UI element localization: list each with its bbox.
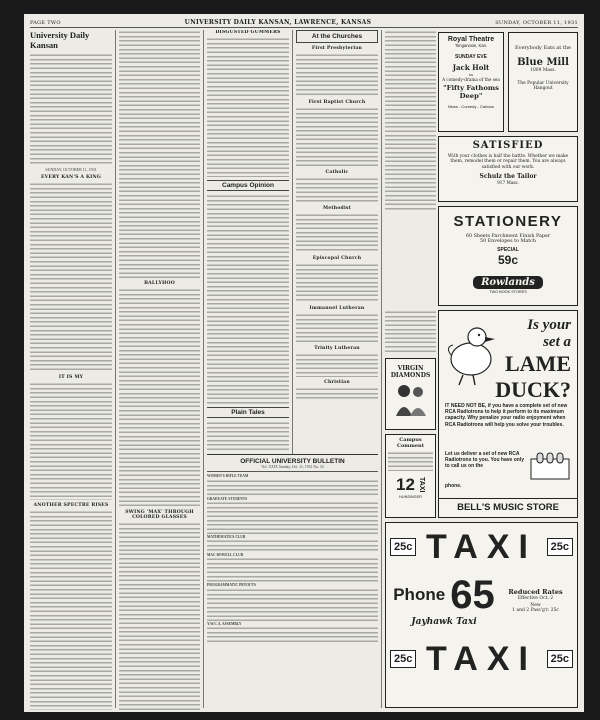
fare-coin-badge: 25c <box>547 650 573 668</box>
schulz-tailor-ad <box>438 136 578 202</box>
royal-theatre-ad <box>438 32 504 132</box>
taxi-12-number: 12 <box>396 475 415 494</box>
church-continued-column <box>385 30 436 210</box>
fare-coin-badge: 25c <box>390 538 416 556</box>
notice-block <box>385 310 436 354</box>
taxi-bottom-row <box>390 639 573 679</box>
editorial-column <box>30 30 112 710</box>
church-notice <box>296 53 378 97</box>
church-name: Episcopal Church <box>312 256 362 261</box>
campus-opinion-body <box>207 194 289 404</box>
newspaper-page <box>24 14 584 712</box>
bulletin-item-body <box>207 626 378 644</box>
editorial-body <box>30 182 112 372</box>
church-notice <box>296 177 378 203</box>
church-name: Trinity Lutheran <box>314 346 360 351</box>
radiotron-ad <box>438 310 578 518</box>
church-notice <box>296 213 378 253</box>
church-notice <box>296 387 378 399</box>
tailor-name: Schulz the Tailor <box>479 173 537 181</box>
bulletin-item-title: GRADUATE STUDENTS <box>207 496 248 501</box>
taxi-word-bottom: TAXI <box>426 640 537 678</box>
editorial-heading: IT IS MY <box>58 375 84 381</box>
lame-duck-line: LAME <box>505 351 571 376</box>
rates-new: New <box>530 602 541 608</box>
bulletin-volume: Vol. XXIX Sunday, Oct. 11, 1931 No. 33 <box>207 465 378 472</box>
column-rule <box>381 30 382 708</box>
jeweler-ad <box>385 358 436 430</box>
plain-tales-body <box>207 421 289 450</box>
column-rule <box>115 30 116 708</box>
bulletin-item-title: Y.W.C.A. ASSEMBLY <box>207 621 242 626</box>
church-continued-body <box>385 30 436 210</box>
theatre-name: Royal Theatre <box>447 36 495 43</box>
fare-coin-badge: 25c <box>390 650 416 668</box>
blue-mill-hangout: The Popular University Hangout <box>517 81 569 91</box>
taxi-12-word: TAXI <box>417 477 425 493</box>
bulletin-item-title: MATHEMATICS CLUB <box>207 534 246 539</box>
taxi-12-company: HUNSINGER <box>399 495 422 499</box>
running-head <box>30 18 578 28</box>
church-notice <box>296 313 378 343</box>
film-star: Jack Holt <box>452 63 490 72</box>
editorial-body <box>119 522 200 710</box>
phone-number: 65 <box>450 573 495 617</box>
rates-fares: 1 and 2 Pass'g'r. 25c <box>512 607 559 613</box>
radiotron-phone-word: phone. <box>445 483 462 489</box>
plain-tales-heading: Plain Tales <box>207 407 289 418</box>
satisfied-heading: SATISFIED <box>472 140 544 151</box>
campus-comment-heading: Campus Comment <box>396 437 425 449</box>
radiotron-body: IT NEED NOT BE, if you have a complete set of new RCA Radiotrons to help it perform to its maximum capacity. Why penalize your radio enjoyment when RCA Radiotrons will help you solve your troubles. <box>445 403 568 428</box>
film-title: "Fifty Fathoms Deep" <box>443 84 499 100</box>
stationery-price: 59c <box>497 253 519 267</box>
church-name: First Baptist Church <box>308 100 366 105</box>
lame-duck-line: Is your <box>527 317 571 333</box>
taxi-word-top: TAXI <box>426 528 537 566</box>
bulletin-item-body <box>207 557 378 583</box>
bulletin-item-body <box>207 501 378 535</box>
blue-mill-ad <box>508 32 578 132</box>
editorial-body <box>119 288 200 506</box>
bulletin-item-title: PROGRAMMATIC PRYOUTS <box>207 583 257 588</box>
lame-duck-line: DUCK? <box>495 377 571 402</box>
issue-date: SUNDAY, OCTOBER 11, 1931 <box>495 19 578 26</box>
bulletin-item-body <box>207 539 378 553</box>
campus-comment-body <box>388 451 433 471</box>
radiotron-delivery: Let us deliver a set of new RCA Radiotrons to you. You have only to call us on the <box>445 451 524 470</box>
campus-opinion-heading: Campus Opinion <box>207 180 289 191</box>
church-name: Catholic <box>325 170 349 175</box>
church-name: First Presbyterian <box>311 46 363 51</box>
diamond-line: VIRGIN <box>397 365 424 372</box>
stationery-line: 50 Envelopes to Match <box>480 239 536 244</box>
rowlands-wordmark: Rowlands <box>473 276 543 289</box>
editorial-column <box>119 30 200 710</box>
church-notice <box>296 107 378 167</box>
churches-heading: At the Churches <box>296 30 378 43</box>
editorial-body <box>30 510 112 710</box>
bells-music-store: BELL'S MUSIC STORE <box>439 498 577 513</box>
rowlands-stores: TWO BOOK STORES <box>489 290 527 294</box>
lame-duck-line: set a <box>543 334 571 350</box>
couple-illustration-icon <box>388 382 434 416</box>
film-shorts: News - Comedy - Cartoon <box>447 104 495 109</box>
tailor-address: 917 Mass. <box>497 180 519 186</box>
lame-duck-headline <box>495 317 571 403</box>
column-rule <box>203 30 204 708</box>
film-in: in <box>469 72 473 77</box>
church-name: Methodist <box>323 206 351 211</box>
blue-mill-tagline: Everybody Eats at the <box>514 45 572 51</box>
taxi-rates <box>498 588 573 613</box>
editorial-heading: DISGUSTED GUMMERS <box>215 30 281 35</box>
stationery-line: 60 Sheets Parchment Finish Paper <box>465 234 551 239</box>
taxi-company-name: Jayhawk Taxi <box>411 617 477 627</box>
radio-tube-icon <box>529 451 571 481</box>
bulletin-item-title: MAC BOWELL CLUB <box>207 553 244 558</box>
editorial-column <box>207 30 289 450</box>
rowlands-logo <box>443 270 573 289</box>
editorial-body <box>30 382 112 500</box>
taxi-12-ad <box>385 434 436 518</box>
editorial-body <box>207 37 289 177</box>
bulletin-item-title: WOMEN'S RIFLE TEAM <box>207 474 249 479</box>
duck-illustration-icon <box>443 317 501 387</box>
blue-mill-name: Blue Mill <box>517 57 569 68</box>
show-day: SUNDAY EVE <box>455 54 487 60</box>
stationery-ad <box>438 206 578 306</box>
rates-title: Reduced Rates <box>508 587 563 596</box>
phone-label: Phone <box>393 585 446 604</box>
masthead-staff-box <box>30 53 112 165</box>
rates-effective: Effective Oct. 2 <box>517 595 554 601</box>
church-name: Christian <box>324 380 350 385</box>
bulletin-item-body <box>207 588 378 622</box>
blue-mill-address: 1009 Mass. <box>530 68 556 73</box>
tailor-body: With your clothes is half the battle. Whether we make them, remodel them or repair them. You are always satisfied with our work. <box>447 154 569 170</box>
page-number: PAGE TWO <box>30 19 61 26</box>
jayhawk-taxi-ad <box>385 522 578 708</box>
taxi-phone-block <box>390 573 498 627</box>
church-notice <box>296 353 378 377</box>
taxi-12-block <box>388 475 433 495</box>
editorial-heading: ANOTHER SPECTRE RISES <box>33 503 109 509</box>
bulletin-title: OFFICIAL UNIVERSITY BULLETIN <box>240 458 345 465</box>
church-name: Immanuel Lutheran <box>309 306 365 311</box>
stationery-special: SPECIAL <box>497 247 519 253</box>
churches-column <box>296 30 378 450</box>
diamond-line: DIAMONDS <box>390 372 431 379</box>
taxi-phone-row <box>390 573 573 627</box>
bulletin-item-body <box>207 479 378 497</box>
editorial-heading: BALLYHOO <box>144 281 175 286</box>
fare-coin-badge: 25c <box>547 538 573 556</box>
film-description: A comedy-drama of the sea <box>442 77 500 82</box>
masthead-date: SUNDAY, OCTOBER 11, 1931 <box>45 167 97 172</box>
editorial-heading: EVERY KAN'S A KING <box>40 175 102 181</box>
editorial-body <box>119 30 200 278</box>
editorial-heading: SWING 'MAX' THROUGH COLORED GLASSES <box>125 510 194 520</box>
masthead-title: University Daily Kansan <box>30 30 90 50</box>
taxi-top-row <box>390 527 573 567</box>
official-bulletin <box>207 454 378 708</box>
theatre-location: Tonganoxie, Kan. <box>454 43 488 48</box>
notice-body <box>385 310 436 354</box>
church-notice <box>296 263 378 303</box>
paper-title: UNIVERSITY DAILY KANSAN, LAWRENCE, KANSAS <box>184 19 372 26</box>
stationery-heading: STATIONERY <box>453 213 563 230</box>
